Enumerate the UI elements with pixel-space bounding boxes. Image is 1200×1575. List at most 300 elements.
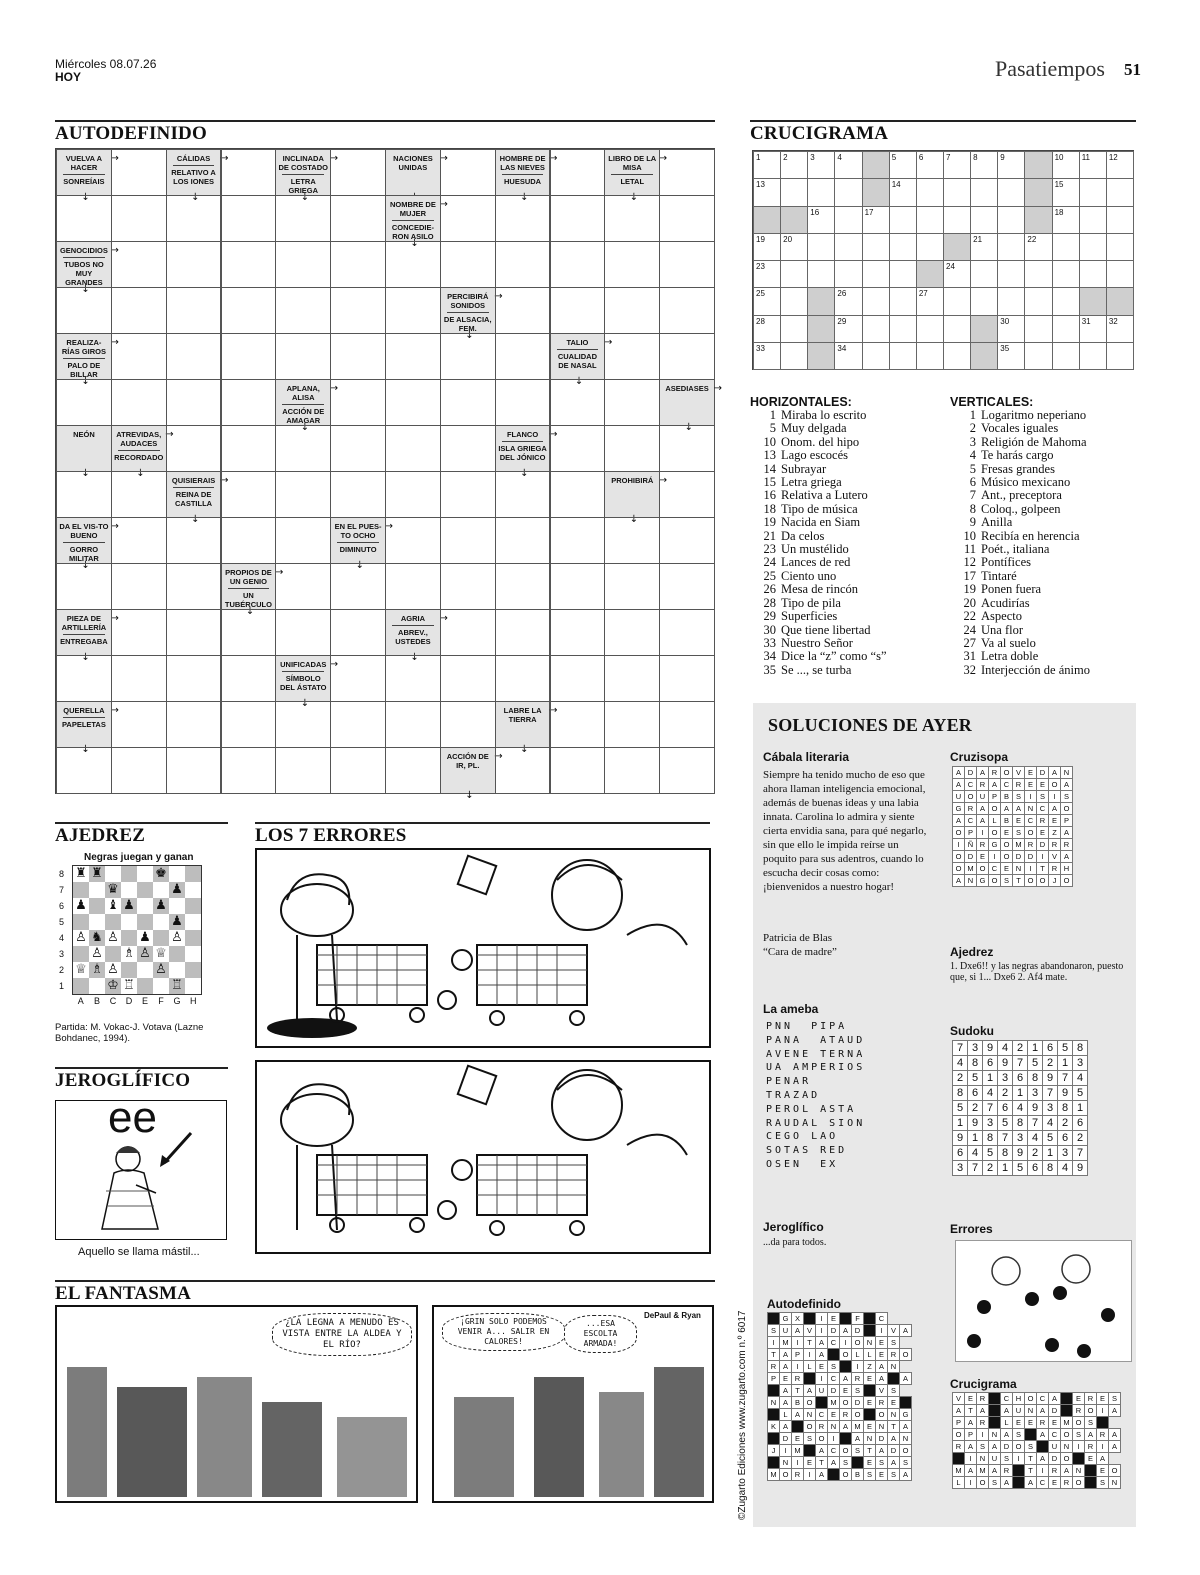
answer-cell[interactable] [753,151,781,179]
answer-cell[interactable] [1052,287,1080,315]
solution-letter: A [840,1373,852,1385]
answer-cell[interactable] [862,233,890,261]
answer-cell[interactable] [275,471,331,518]
chess-piece: ♖ [169,978,185,995]
answer-cell[interactable] [221,701,277,748]
answer-cell[interactable] [550,241,606,288]
answer-cell[interactable] [385,425,441,472]
solution-letter: T [864,1445,876,1457]
answer-cell[interactable] [997,342,1025,370]
answer-cell[interactable] [943,178,971,206]
clue-number: 11 [963,542,976,557]
answer-cell[interactable] [385,238,441,288]
answer-cell[interactable] [495,241,551,288]
answer-cell[interactable] [943,206,971,234]
answer-cell[interactable] [440,563,496,610]
answer-cell[interactable] [495,379,551,426]
file-label: A [77,996,84,1006]
answer-cell[interactable] [330,149,386,196]
solution-letter: O [1025,1393,1037,1405]
answer-cell[interactable] [916,151,944,179]
answer-cell[interactable] [330,425,386,472]
solution-letter: S [1013,791,1025,803]
answer-cell[interactable] [659,287,715,334]
down-arrow-icon: ↓ [81,560,90,571]
answer-cell[interactable] [753,233,781,261]
answer-cell[interactable] [862,315,890,343]
answer-cell[interactable] [440,471,496,518]
answer-cell[interactable] [275,698,331,748]
answer-cell[interactable] [550,517,606,564]
cruzisopa-title: Cruzisopa [950,750,1009,764]
answer-cell[interactable] [111,468,167,518]
answer-cell[interactable] [330,609,386,656]
answer-cell[interactable] [780,233,808,261]
answer-cell[interactable] [807,233,835,261]
answer-cell[interactable] [166,609,222,656]
answer-cell[interactable] [1079,178,1107,206]
answer-cell[interactable] [1079,151,1107,179]
solution-letter: 3 [1013,1131,1028,1146]
answer-cell[interactable] [56,192,112,242]
answer-cell[interactable] [1024,260,1052,288]
answer-cell[interactable] [862,206,890,234]
answer-cell[interactable] [275,192,331,242]
answer-cell[interactable] [997,315,1025,343]
solution-letter: D [780,1433,792,1445]
answer-cell[interactable] [385,287,441,334]
answer-cell[interactable] [659,517,715,564]
answer-cell[interactable] [1052,178,1080,206]
answer-cell[interactable] [221,195,277,242]
answer-cell[interactable] [604,241,660,288]
solution-letter: R [977,839,989,851]
answer-cell[interactable] [550,195,606,242]
answer-cell[interactable] [221,517,277,564]
answer-cell[interactable] [780,342,808,370]
answer-cell[interactable] [997,287,1025,315]
answer-cell[interactable] [221,471,277,518]
answer-cell[interactable] [916,287,944,315]
answer-cell[interactable] [275,517,331,564]
answer-cell[interactable] [111,655,167,702]
answer-cell[interactable] [275,609,331,656]
answer-cell[interactable] [889,233,917,261]
answer-cell[interactable] [385,701,441,748]
answer-cell[interactable] [221,379,277,426]
clue-cell [56,149,119,203]
answer-cell[interactable] [970,178,998,206]
answer-cell[interactable] [221,606,277,656]
answer-cell[interactable] [807,206,835,234]
answer-cell[interactable] [943,151,971,179]
black-cell [768,1433,780,1445]
solution-letter: P [953,1417,965,1429]
right-arrow-icon: → [165,429,174,440]
jeroglifico-caption: Aquello se llama mástil... [78,1246,200,1258]
answer-cell[interactable] [111,241,167,288]
answer-cell[interactable] [495,517,551,564]
answer-cell[interactable] [440,379,496,426]
answer-cell[interactable] [780,260,808,288]
answer-cell[interactable] [440,149,496,196]
answer-cell[interactable] [495,655,551,702]
answer-cell[interactable] [111,747,167,794]
answer-cell[interactable] [550,149,606,196]
answer-cell[interactable] [440,425,496,472]
answer-cell[interactable] [440,517,496,564]
answer-cell[interactable] [659,471,715,518]
answer-cell[interactable] [970,151,998,179]
chess-piece: ♟ [153,898,169,914]
answer-cell[interactable] [970,287,998,315]
copyright: ©Zugarto Ediciones www.zugarto.com n.º 6017 [737,1310,748,1520]
answer-cell[interactable] [916,315,944,343]
answer-cell[interactable] [1079,342,1107,370]
answer-cell[interactable] [330,241,386,288]
answer-cell[interactable] [166,192,222,242]
answer-cell[interactable] [221,241,277,288]
jerog-sol-title: Jeroglífico [763,1220,824,1234]
answer-cell[interactable] [166,333,222,380]
answer-cell[interactable] [330,471,386,518]
cell-number: 15 [1054,180,1064,190]
answer-cell[interactable] [834,315,862,343]
answer-cell[interactable] [1052,206,1080,234]
solution-letter: I [1097,1405,1109,1417]
answer-cell[interactable] [659,655,715,702]
answer-cell[interactable] [440,655,496,702]
answer-cell[interactable] [56,744,112,794]
answer-cell[interactable] [221,149,277,196]
answer-cell[interactable] [604,287,660,334]
clue-number: 23 [763,542,776,557]
answer-cell[interactable] [997,178,1025,206]
answer-cell[interactable] [604,514,660,564]
answer-cell[interactable] [753,260,781,288]
answer-cell[interactable] [56,560,112,610]
answer-cell[interactable] [221,655,277,702]
answer-cell[interactable] [550,471,606,518]
solution-letter: C [1037,803,1049,815]
answer-cell[interactable] [111,563,167,610]
answer-cell[interactable] [166,241,222,288]
answer-cell[interactable] [780,315,808,343]
answer-cell[interactable] [550,376,606,426]
answer-cell[interactable] [780,151,808,179]
solution-letter: 2 [1013,1041,1028,1056]
answer-cell[interactable] [834,287,862,315]
answer-cell[interactable] [550,701,606,748]
answer-cell[interactable] [659,701,715,748]
answer-cell[interactable] [440,330,496,380]
answer-cell[interactable] [56,468,112,518]
answer-cell[interactable] [111,517,167,564]
clue-separator [502,174,544,175]
answer-cell[interactable] [604,701,660,748]
answer-cell[interactable] [659,195,715,242]
answer-cell[interactable] [385,517,441,564]
clue-cell [385,609,448,663]
answer-cell[interactable] [604,747,660,794]
answer-cell[interactable] [604,192,660,242]
chess-piece: ♛ [105,882,121,898]
answer-cell[interactable] [495,744,551,794]
clue-line-2: LETAL [620,177,645,186]
answer-cell[interactable] [385,563,441,610]
answer-cell[interactable] [275,241,331,288]
solution-letter: I [1037,1465,1049,1477]
solution-letter: I [1025,791,1037,803]
answer-cell[interactable] [943,315,971,343]
answer-cell[interactable] [604,563,660,610]
clue-item [950,463,1140,476]
answer-cell[interactable] [862,342,890,370]
answer-cell[interactable] [943,260,971,288]
answer-cell[interactable] [166,655,222,702]
answer-cell[interactable] [166,563,222,610]
answer-cell[interactable] [834,206,862,234]
answer-cell[interactable] [495,192,551,242]
answer-cell[interactable] [550,609,606,656]
answer-cell[interactable] [1079,206,1107,234]
answer-cell[interactable] [659,747,715,794]
answer-cell[interactable] [834,260,862,288]
clue-item [950,543,1140,556]
answer-cell[interactable] [1052,342,1080,370]
answer-cell[interactable] [330,560,386,610]
answer-cell[interactable] [834,233,862,261]
answer-cell[interactable] [111,701,167,748]
answer-cell[interactable] [889,178,917,206]
answer-cell[interactable] [604,333,660,380]
answer-cell[interactable] [1079,315,1107,343]
answer-cell[interactable] [111,379,167,426]
answer-cell[interactable] [275,287,331,334]
answer-cell[interactable] [550,563,606,610]
answer-cell[interactable] [1024,233,1052,261]
answer-cell[interactable] [440,609,496,656]
answer-cell[interactable] [495,563,551,610]
solution-letter: A [965,1417,977,1429]
answer-cell[interactable] [604,609,660,656]
answer-cell[interactable] [604,379,660,426]
answer-cell[interactable] [889,151,917,179]
chess-square [169,962,185,978]
answer-cell[interactable] [221,425,277,472]
answer-cell[interactable] [753,178,781,206]
answer-cell[interactable] [916,178,944,206]
answer-cell[interactable] [970,260,998,288]
answer-cell[interactable] [889,206,917,234]
solution-letter: 1 [1043,1146,1058,1161]
answer-cell[interactable] [659,422,715,472]
answer-cell[interactable] [889,342,917,370]
answer-cell[interactable] [1106,315,1134,343]
answer-cell[interactable] [916,342,944,370]
answer-cell[interactable] [495,468,551,518]
answer-cell[interactable] [56,284,112,334]
answer-cell[interactable] [166,379,222,426]
answer-cell[interactable] [916,233,944,261]
solution-letter: M [852,1421,864,1433]
answer-cell[interactable] [970,233,998,261]
solution-letter: N [804,1409,816,1421]
answer-cell[interactable] [495,609,551,656]
answer-cell[interactable] [807,151,835,179]
answer-cell[interactable] [330,379,386,426]
answer-cell[interactable] [659,563,715,610]
answer-cell[interactable] [330,287,386,334]
answer-cell[interactable] [1106,206,1134,234]
answer-cell[interactable] [111,149,167,196]
solution-letter: A [1061,827,1073,839]
answer-cell[interactable] [753,287,781,315]
answer-cell[interactable] [604,425,660,472]
answer-cell[interactable] [807,260,835,288]
answer-cell[interactable] [862,260,890,288]
answer-cell[interactable] [166,747,222,794]
answer-cell[interactable] [385,333,441,380]
answer-cell[interactable] [330,195,386,242]
answer-cell[interactable] [166,287,222,334]
answer-cell[interactable] [1106,342,1134,370]
answer-cell[interactable] [659,609,715,656]
answer-cell[interactable] [659,149,715,196]
answer-cell[interactable] [753,342,781,370]
answer-cell[interactable] [111,333,167,380]
answer-cell[interactable] [604,655,660,702]
answer-cell[interactable] [1106,233,1134,261]
answer-cell[interactable] [943,287,971,315]
right-arrow-icon: → [274,567,284,578]
answer-cell[interactable] [56,652,112,702]
answer-cell[interactable] [1106,260,1134,288]
clue-line-2: RECORDADO [114,453,164,462]
answer-cell[interactable] [1024,287,1052,315]
clue-text [607,476,657,485]
answer-cell[interactable] [834,342,862,370]
answer-cell[interactable] [997,233,1025,261]
answer-cell[interactable] [550,747,606,794]
answer-cell[interactable] [1079,233,1107,261]
answer-cell[interactable] [753,315,781,343]
answer-cell[interactable] [221,333,277,380]
clue-separator [63,174,105,175]
solution-letter: R [953,1441,965,1453]
answer-cell[interactable] [385,471,441,518]
answer-cell[interactable] [330,333,386,380]
answer-cell[interactable] [1106,178,1134,206]
answer-cell[interactable] [440,701,496,748]
answer-cell[interactable] [275,333,331,380]
answer-cell[interactable] [889,260,917,288]
answer-cell[interactable] [330,655,386,702]
solution-letter: A [1001,1429,1013,1441]
answer-cell[interactable] [166,514,222,564]
solution-letter: N [977,1453,989,1465]
answer-cell[interactable] [275,747,331,794]
solution-letter: 6 [1028,1161,1043,1176]
answer-cell[interactable] [916,206,944,234]
answer-cell[interactable] [385,747,441,794]
answer-cell[interactable] [166,701,222,748]
answer-cell[interactable] [1052,260,1080,288]
answer-cell[interactable] [330,701,386,748]
answer-cell[interactable] [834,178,862,206]
answer-cell[interactable] [997,206,1025,234]
clue-separator [447,312,489,313]
answer-cell[interactable] [997,260,1025,288]
jeroglifico-letters: ee [108,1100,157,1142]
answer-cell[interactable] [1024,315,1052,343]
solution-letter: S [900,1457,912,1469]
black-cell [888,1373,900,1385]
ameba-line: SOTAS RED [766,1145,848,1157]
answer-cell[interactable] [111,609,167,656]
answer-cell[interactable] [780,178,808,206]
solution-letter: R [1013,779,1025,791]
solution-letter: O [900,1445,912,1457]
answer-cell[interactable] [550,287,606,334]
answer-cell[interactable] [550,425,606,472]
answer-cell[interactable] [997,151,1025,179]
solution-letter: R [977,779,989,791]
answer-cell[interactable] [111,287,167,334]
answer-cell[interactable] [943,342,971,370]
answer-cell[interactable] [166,425,222,472]
down-arrow-icon: ↓ [300,698,310,709]
answer-cell[interactable] [385,652,441,702]
answer-cell[interactable] [1079,260,1107,288]
answer-cell[interactable] [807,178,835,206]
answer-cell[interactable] [889,315,917,343]
answer-cell[interactable] [1052,233,1080,261]
answer-cell[interactable] [889,287,917,315]
clue-cell [275,379,339,433]
answer-cell[interactable] [275,563,331,610]
solution-letter: R [1037,1417,1049,1429]
answer-cell[interactable] [550,655,606,702]
answer-cell[interactable] [495,287,551,334]
answer-cell[interactable] [970,206,998,234]
clue-text: Tintaré [981,568,1017,583]
answer-cell[interactable] [659,241,715,288]
answer-cell[interactable] [221,287,277,334]
answer-cell[interactable] [1106,151,1134,179]
answer-cell[interactable] [56,376,112,426]
solution-letter: T [816,1457,828,1469]
answer-cell[interactable] [495,333,551,380]
answer-cell[interactable] [440,241,496,288]
clue-line-2: ENTREGABA [60,637,108,646]
answer-cell[interactable] [275,422,331,472]
answer-cell[interactable] [1052,151,1080,179]
answer-cell[interactable] [659,333,715,380]
answer-cell[interactable] [221,747,277,794]
answer-cell[interactable] [1052,315,1080,343]
answer-cell[interactable] [1024,342,1052,370]
answer-cell[interactable] [440,195,496,242]
answer-cell[interactable] [385,379,441,426]
answer-cell[interactable] [780,287,808,315]
solution-letter: O [1025,875,1037,887]
answer-cell[interactable] [330,747,386,794]
answer-cell[interactable] [834,151,862,179]
answer-cell[interactable] [862,287,890,315]
answer-cell[interactable] [111,195,167,242]
ajedrez-credit: Partida: M. Vokac-J. Votava (Lazne Bohdanec, 1994). [55,1022,204,1044]
